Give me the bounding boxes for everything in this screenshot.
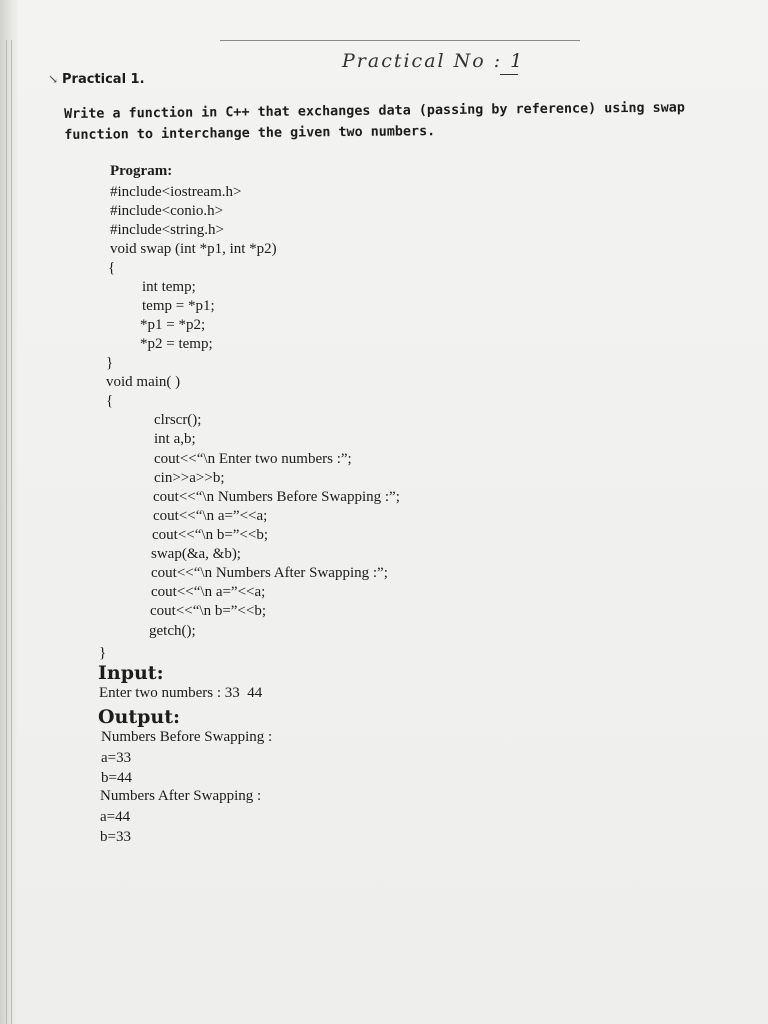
code-line: getch(); [149, 623, 196, 639]
program-label: Program: [110, 163, 173, 179]
binder-line [11, 40, 12, 1024]
code-line: cout<<“\n Enter two numbers :”; [154, 451, 352, 467]
output-line: Numbers After Swapping : [100, 788, 262, 804]
code-line: #include<string.h> [110, 222, 224, 238]
code-line: cout<<“\n b=”<<b; [152, 527, 269, 543]
code-line: cout<<“\n Numbers After Swapping :”; [151, 565, 388, 581]
question-text: Write a function in C++ that exchanges data (passing by reference) using swap function to interchange the given two numbers. [64, 100, 685, 143]
output-line: b=44 [101, 770, 132, 786]
code-line: } [106, 355, 114, 371]
binder-line [6, 40, 7, 1024]
code-line: int temp; [142, 279, 196, 295]
code-line: *p2 = temp; [140, 336, 213, 352]
output-heading: Output: [98, 706, 181, 728]
code-line: { [108, 260, 116, 276]
code-line: cout<<“\n a=”<<a; [151, 584, 266, 600]
code-line: { [106, 393, 114, 409]
code-line: #include<iostream.h> [110, 184, 242, 200]
code-line: cout<<“\n Numbers Before Swapping :”; [153, 489, 400, 505]
code-line: clrscr(); [154, 412, 202, 428]
output-line: Numbers Before Swapping : [101, 729, 273, 745]
handwritten-title: Practical No : 1 [342, 50, 525, 72]
handwritten-underline [500, 74, 518, 75]
output-line: a=33 [101, 750, 132, 766]
code-line: cout<<“\n a=”<<a; [153, 508, 268, 524]
top-rule [220, 40, 580, 41]
binder-edge [0, 0, 18, 1024]
code-line: *p1 = *p2; [140, 317, 206, 333]
input-heading: Input: [98, 662, 164, 684]
code-line: cout<<“\n b=”<<b; [150, 603, 267, 619]
code-line: } [99, 645, 107, 661]
output-line: a=44 [100, 809, 131, 825]
code-line: swap(&a, &b); [151, 546, 241, 562]
output-line: b=33 [100, 829, 131, 845]
input-text: Enter two numbers : 33 44 [99, 685, 263, 701]
code-line: cin>>a>>b; [154, 470, 225, 486]
code-line: int a,b; [154, 431, 196, 447]
code-line: temp = *p1; [142, 298, 215, 314]
code-line: void swap (int *p1, int *p2) [110, 241, 277, 257]
code-line: #include<conio.h> [110, 203, 224, 219]
check-mark-icon: ↘ [48, 72, 59, 86]
code-line: void main( ) [106, 374, 181, 390]
practical-label: Practical 1. [62, 72, 145, 87]
